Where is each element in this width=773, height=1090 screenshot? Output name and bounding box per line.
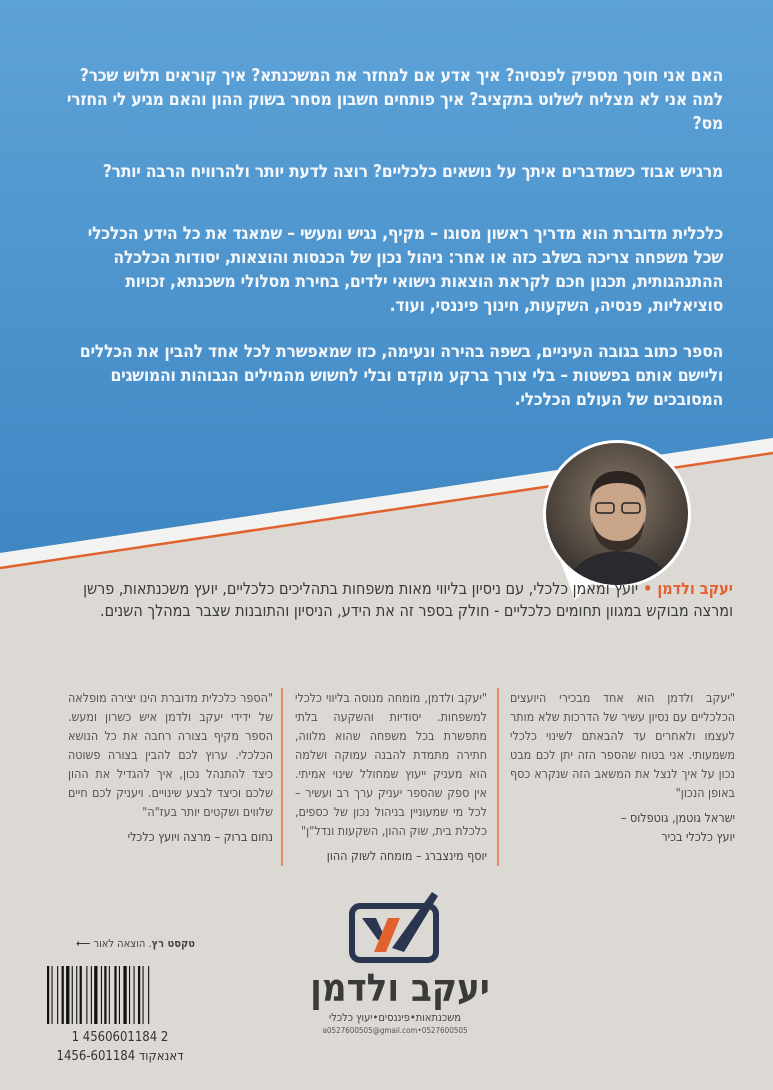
testimonial-author: יוסף מינצברג – מומחה לשוק ההון (326, 848, 487, 863)
barcode-bar (86, 966, 87, 1024)
barcode-bar (109, 966, 110, 1024)
testimonial-quote: "הספר כלכלית מדוברת הינו יצירה מופלאה של ידידי יעקב ולדמן איש כשרון ומעש. הספר מקיף בצורה רחבה את כל הנושא הכלכלי. ערוץ לכם להבין בצורה פשוטה כיצד להתנהל נכון, איך להגדיל את ההון שלכם וכיצד לבצע שינויים. ויעניק לכם חיים שלווים ושקטים יותר בעז"ה" (68, 690, 273, 819)
publisher: טקסט רץ. הוצאה לאור ⟵ (76, 937, 195, 950)
barcode (47, 966, 193, 1024)
testimonial-role: יועץ כלכלי בכיר (661, 829, 735, 844)
barcode-bar (91, 966, 92, 1024)
testimonial-author: נחום ברוק – מרצה ויועץ כלכלי (127, 829, 273, 844)
author-name: יעקב ולדמן (657, 579, 733, 598)
barcode-bar (101, 966, 102, 1024)
brand-contact: a0527600505@gmail.com•0527600505 (322, 1026, 468, 1035)
barcode-bar (143, 966, 144, 1024)
barcode-bar (114, 966, 116, 1024)
barcode-bar (47, 966, 49, 1024)
testimonial-quote: "יעקב ולדמן הוא אחד מבכירי היועצים הכלכליים עם נסיון עשיר של הדרכות שלא מותר לעצמו ולאחרים עד להבאתם לשינוי כלכלי משמעותי. אני בטוח שהספר הזה יתן לכם מבט נכון על איך לנצל את המשאב הזה שנקרא כסף באופן הנכון" (510, 690, 735, 800)
barcode-bar (138, 966, 140, 1024)
barcode-bar (94, 966, 97, 1024)
testimonial (510, 688, 735, 846)
isbn-number: 1 4560601184 2 (71, 1030, 169, 1045)
author-bio: יעקב ולדמן • יועץ ומאמן כלכלי, עם ניסיון בליווי מאות משפחות בתהליכים כלכליים, יועץ משכנתאות, פרשן ומרצה מבוקש במגוון תחומים כלכליים - חולק בספר זה את הידע, הניסיון והתובנות שצבר במהלך השנים. (83, 579, 733, 620)
testimonial-quote: "יעקב ולדמן, מומחה מנוסה בליווי כלכלי למשפחות. יסודיות והשקעה בלתי מתפשרת בכל משפחה שהוא מלווה, חתירה מתמדת להבנה עמוקה ושלמה הוא מעניק ייעוץ שמחולל שינוי אמיתי. אין ספק שהספר יעניק ערך רב ועשיר – לכל מי שמעוניין בניהול נכון של כספים, כלכלת בית, שוק ההון, השקעות ונדל"ן" (295, 690, 487, 838)
barcode-bar (129, 966, 130, 1024)
barcode-bar (66, 966, 69, 1024)
column-divider (281, 688, 283, 866)
brand-logo-icon (348, 890, 443, 965)
brand-tagline: משכנתאות•פיננסים•יעוץ כלכלי (329, 1011, 461, 1024)
testimonial-author: ישראל גוטמן, גוטפלוס – (620, 810, 735, 825)
barcode-bar (62, 966, 64, 1024)
barcode-bar (148, 966, 149, 1024)
barcode-bar (134, 966, 135, 1024)
testimonial (295, 688, 487, 865)
blurb-feeling: מרגיש אבוד כשמדברים איתך על נושאים כלכליים? רוצה לדעת יותר ולהרוויח הרבה יותר? (102, 162, 723, 182)
barcode-bar (72, 966, 73, 1024)
barcode-bar (57, 966, 58, 1024)
publisher-name: טקסט רץ (151, 937, 195, 950)
barcode-bar (119, 966, 120, 1024)
blurb-questions: האם אני חוסך מספיק לפנסיה? איך אדע אם למחזר את המשכנתא? איך קוראים תלוש שכר? למה אני לא מצליח לשלוט בתקציב? איך פותחים חשבון מסחר בשוק ההון והאם מגיע לי החזרי מס? (66, 66, 723, 134)
barcode-bar (123, 966, 126, 1024)
barcode-bar (76, 966, 77, 1024)
author-portrait (543, 440, 691, 588)
column-divider (497, 688, 499, 866)
testimonial (68, 688, 273, 846)
barcode-bar (80, 966, 82, 1024)
publisher-logo-icon: ⟵ (76, 937, 91, 950)
barcode-bar (104, 966, 106, 1024)
barcode-bar (52, 966, 53, 1024)
blurb-description: כלכלית מדוברת הוא מדריך ראשון מסוגו – מקיף, נגיש ומעשי – שמאגד את כל הידע הכלכלי שכל משפחה צריכה בשלב כזה או אחר: ניהול נכון של הכנסות והוצאות, יסודות הכלכלה ההתנהגותית, תכנון חכם לקראת הוצאות נישואי ילדים, בחירת מסלולי משכנתא, זכויות סוציאליות, פנסיה, השקעות, חינוך פיננסי, ועוד. (87, 224, 723, 316)
brand-name: יעקב ולדמן (310, 966, 490, 1010)
blurb-style: הספר כתוב בגובה העיניים, בשפה בהירה ונעימה, כזו שמאפשרת לכל אחד להבין את הכללים וליישם אותם בפשטות – בלי צורך ברקע מוקדם ובלי לחשוש מהמילים הגבוהות והמושגים המסובכים של העולם הכלכלי. (79, 342, 723, 410)
danacode: 1456-601184 דאנאקוד (56, 1049, 184, 1064)
